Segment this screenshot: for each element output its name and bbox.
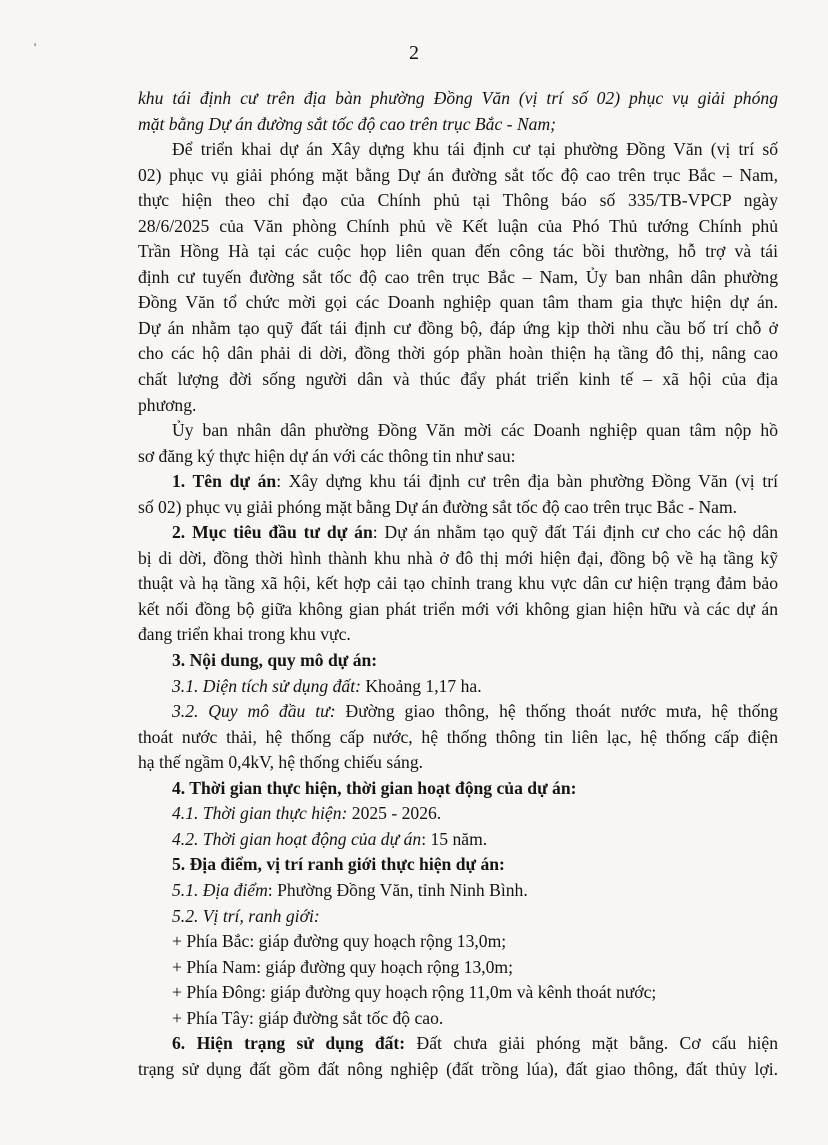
text-line [138, 776, 778, 802]
text-line [138, 112, 778, 138]
text-line [138, 341, 778, 367]
body-text: thuật và hạ tầng xã hội, kết hợp cải tạo chỉnh trang khu vực dân cư hiện trạng đảm bảo [138, 573, 778, 594]
section-heading: 1. Tên dự án [172, 471, 277, 492]
text-line [138, 316, 778, 342]
scan-mark: ' [34, 40, 37, 54]
section-heading: 6. Hiện trạng sử dụng đất: [172, 1033, 406, 1054]
body-text: + Phía Tây: giáp đường sắt tốc độ cao. [172, 1007, 444, 1028]
body-text: kết nối đồng bộ giữa không gian phát triển mới với không gian hiện hữu và các dự án [138, 598, 778, 619]
body-text: : Phường Đồng Văn, tỉnh Ninh Bình. [267, 879, 528, 900]
body-text: : 15 năm. [421, 828, 488, 849]
section-heading: 4. Thời gian thực hiện, thời gian hoạt động của dự án: [172, 777, 577, 798]
document-body [138, 86, 778, 1082]
body-text: bị di dời, đồng thời hình thành khu nhà ở đô thị mới hiện đại, đồng bộ về hạ tầng kỹ [138, 547, 778, 568]
body-text: Để triển khai dự án Xây dựng khu tái định cư tại phường Đồng Văn (vị trí số [172, 139, 778, 160]
text-line [138, 137, 778, 163]
italic-text: mặt bằng Dự án đường sắt tốc độ cao trên trục Bắc - Nam; [138, 113, 557, 134]
body-text: + Phía Bắc: giáp đường quy hoạch rộng 13,0m; [172, 931, 507, 952]
body-text: trạng sử dụng đất gồm đất nông nghiệp (đất trồng lúa), đất giao thông, đất thủy lợi. [138, 1058, 778, 1079]
text-line [138, 725, 778, 751]
text-line [138, 674, 778, 700]
body-text: + Phía Đông: giáp đường quy hoạch rộng 11,0m và kênh thoát nước; [172, 982, 657, 1003]
text-line [138, 801, 778, 827]
body-text: thực hiện theo chỉ đạo của Chính phủ tại Thông báo số 335/TB-VPCP ngày [138, 190, 778, 211]
italic-text: 3.1. Diện tích sử dụng đất: [172, 675, 361, 696]
body-text: + Phía Nam: giáp đường quy hoạch rộng 13,0m; [172, 956, 514, 977]
body-text: sơ đăng ký thực hiện dự án với các thông tin như sau: [138, 445, 516, 466]
body-text: Ủy ban nhân dân phường Đồng Văn mời các Doanh nghiệp quan tâm nộp hồ [172, 420, 778, 441]
text-line [138, 1006, 778, 1032]
text-line [138, 214, 778, 240]
text-line [138, 265, 778, 291]
text-line [138, 571, 778, 597]
body-text: : Dự án nhằm tạo quỹ đất Tái định cư cho các hộ dân [372, 522, 778, 543]
text-line [138, 367, 778, 393]
text-line [138, 852, 778, 878]
body-text: phương. [138, 394, 197, 415]
text-line [138, 648, 778, 674]
body-text: 28/6/2025 của Văn phòng Chính phủ về Kết luận của Phó Thủ tướng Chính phủ [138, 215, 778, 236]
text-line [138, 393, 778, 419]
italic-text: 4.2. Thời gian hoạt động của dự án [172, 828, 422, 849]
text-line [138, 86, 778, 112]
text-line [138, 750, 778, 776]
body-text: định cư tuyến đường sắt tốc độ cao trên trục Bắc – Nam, Ủy ban nhân dân phường [138, 266, 778, 287]
body-text: Khoảng 1,17 ha. [360, 675, 482, 696]
body-text: số 02) phục vụ giải phóng mặt bằng Dự án đường sắt tốc độ cao trên trục Bắc - Nam. [138, 496, 738, 517]
text-line [138, 1057, 778, 1083]
body-text: cho các hộ dân phải di dời, đồng thời góp phần hoàn thiện hạ tầng đô thị, nâng cao [138, 343, 778, 364]
italic-text: 3.2. Quy mô đầu tư: [172, 701, 336, 722]
italic-text: 4.1. Thời gian thực hiện: [172, 803, 348, 824]
body-text: Trần Hồng Hà tại các cuộc họp liên quan đến công tác bồi thường, hỗ trợ và tái [138, 241, 778, 262]
text-line [138, 597, 778, 623]
section-heading: 2. Mục tiêu đầu tư dự án [172, 522, 373, 543]
text-line [138, 878, 778, 904]
body-text: 2025 - 2026. [347, 803, 442, 824]
text-line [138, 163, 778, 189]
text-line [138, 827, 778, 853]
text-line [138, 239, 778, 265]
text-line [138, 955, 778, 981]
text-line [138, 418, 778, 444]
body-text: 02) phục vụ giải phóng mặt bằng Dự án đường sắt tốc độ cao trên trục Bắc – Nam, [138, 164, 778, 185]
text-line [138, 444, 778, 470]
text-line [138, 495, 778, 521]
italic-text: 5.1. Địa điểm [172, 879, 268, 900]
text-line [138, 188, 778, 214]
body-text: thoát nước thải, hệ thống cấp nước, hệ thống thông tin liên lạc, hệ thống cấp điện [138, 726, 778, 747]
text-line [138, 546, 778, 572]
italic-text: khu tái định cư trên địa bàn phường Đồng Văn (vị trí số 02) phục vụ giải phóng [138, 88, 778, 108]
body-text: hạ thế ngầm 0,4kV, hệ thống chiếu sáng. [138, 752, 424, 773]
body-text: chất lượng đời sống người dân và thúc đẩy phát triển kinh tế – xã hội của địa [138, 369, 778, 390]
text-line [138, 290, 778, 316]
text-line [138, 520, 778, 546]
body-text: đang triển khai trong khu vực. [138, 624, 351, 645]
text-line [138, 469, 778, 495]
body-text: Đường giao thông, hệ thống thoát nước mưa, hệ thống [335, 701, 778, 722]
body-text: Đất chưa giải phóng mặt bằng. Cơ cấu hiện [405, 1033, 778, 1054]
text-line [138, 1031, 778, 1057]
text-line [138, 622, 778, 648]
section-heading: 3. Nội dung, quy mô dự án: [172, 650, 378, 671]
body-text: Đồng Văn tổ chức mời gọi các Doanh nghiệp quan tâm tham gia thực hiện dự án. [138, 292, 778, 313]
text-line [138, 929, 778, 955]
page-number: 2 [409, 42, 419, 64]
body-text: : Xây dựng khu tái định cư trên địa bàn phường Đồng Văn (vị trí [276, 471, 778, 492]
text-line [138, 699, 778, 725]
body-text: Dự án nhằm tạo quỹ đất tái định cư đồng bộ, đáp ứng kịp thời nhu cầu bố trí chỗ ở [138, 317, 778, 338]
section-heading: 5. Địa điểm, vị trí ranh giới thực hiện dự án: [172, 854, 505, 875]
text-line [138, 904, 778, 930]
italic-text: 5.2. Vị trí, ranh giới: [172, 905, 320, 926]
text-line [138, 980, 778, 1006]
